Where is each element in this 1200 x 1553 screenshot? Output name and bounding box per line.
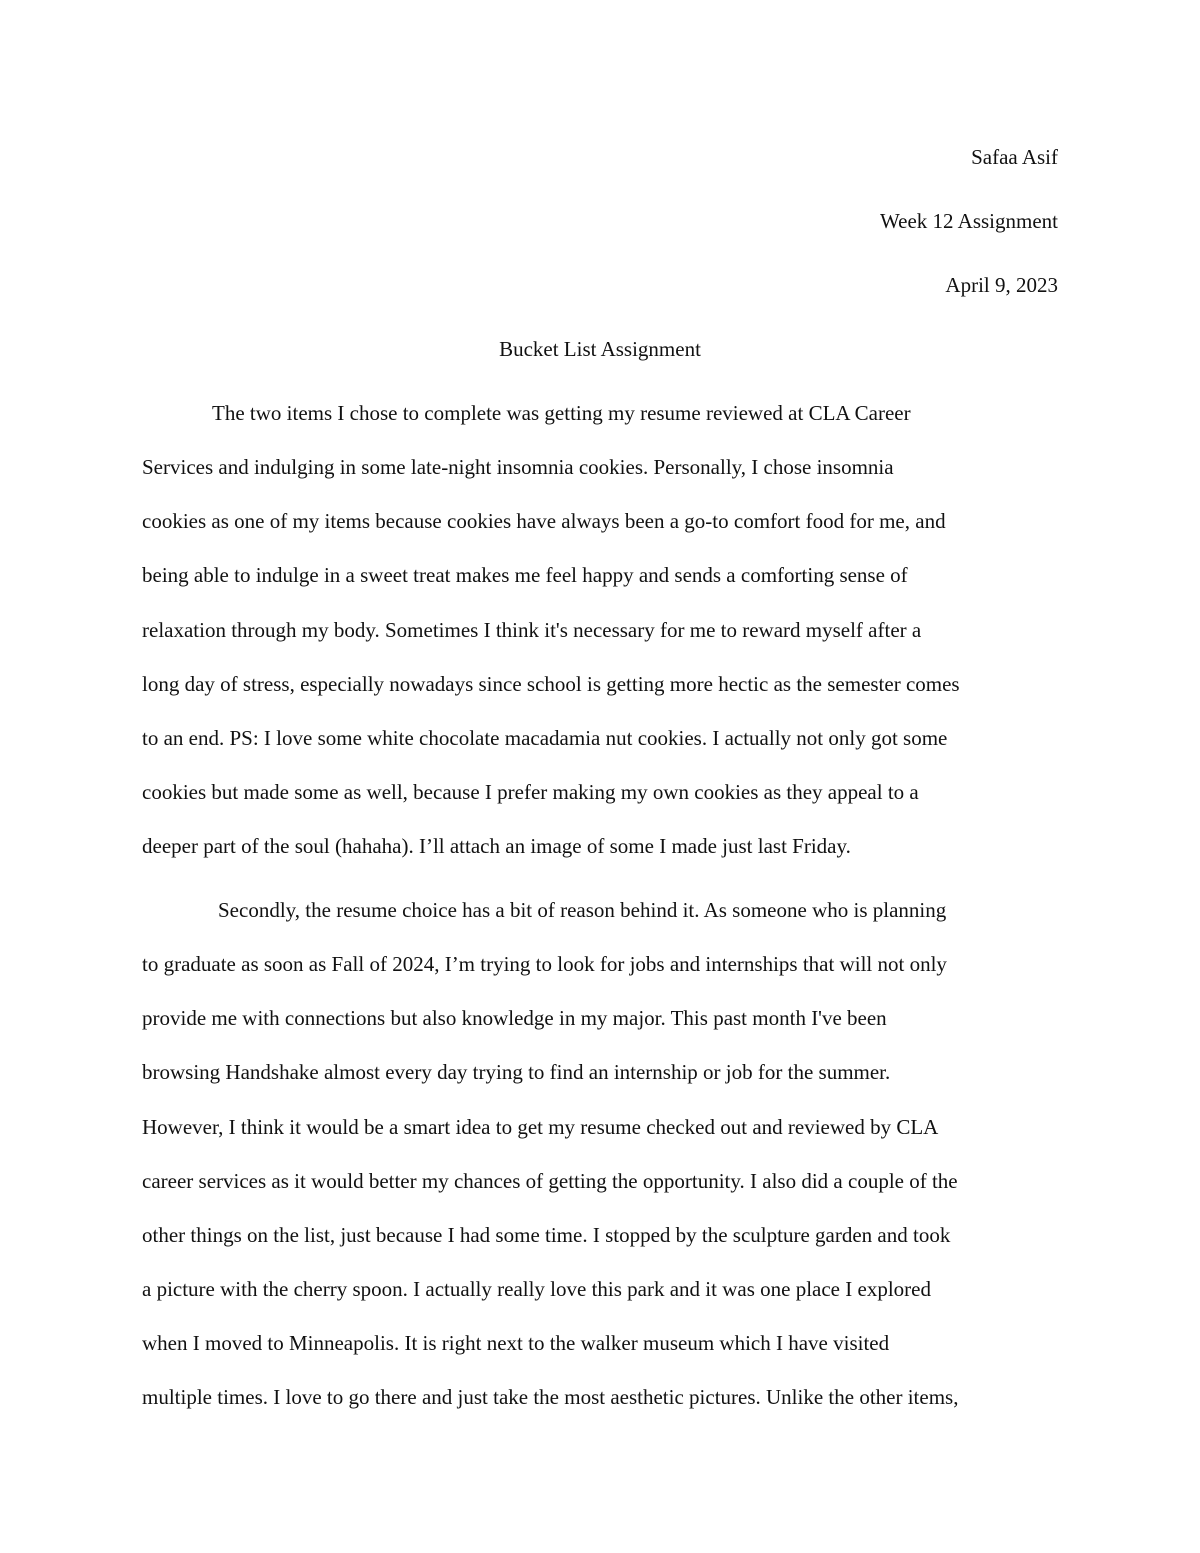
paragraph-line: deeper part of the soul (hahaha). I’ll attach an image of some I made just last Friday. [142,834,851,859]
paragraph-line: relaxation through my body. Sometimes I think it's necessary for me to reward myself after a [142,617,922,642]
paragraph-line: However, I think it would be a smart idea to get my resume checked out and reviewed by CLA [142,1114,939,1139]
paragraph-line: multiple times. I love to go there and just take the most aesthetic pictures. Unlike the other items, [142,1385,959,1410]
author-name: Safaa Asif [971,145,1058,169]
paragraph-line: to an end. PS: I love some white chocolate macadamia nut cookies. I actually not only got some [142,725,948,750]
paragraph-line: a picture with the cherry spoon. I actually really love this park and it was one place I explored [142,1276,931,1301]
paragraph-line: to graduate as soon as Fall of 2024, I’m trying to look for jobs and internships that will not only [142,952,947,977]
paragraph-line: when I moved to Minneapolis. It is right next to the walker museum which I have visited [142,1331,890,1356]
paragraph-line: other things on the list, just because I had some time. I stopped by the sculpture garden and took [142,1222,951,1247]
paragraph-line: The two items I chose to complete was getting my resume reviewed at CLA Career [212,401,911,425]
document-title: Bucket List Assignment [499,337,701,361]
paragraph-line: being able to indulge in a sweet treat makes me feel happy and sends a comforting sense of [142,563,908,588]
paragraph-line: career services as it would better my chances of getting the opportunity. I also did a couple of the [142,1168,958,1193]
assignment-date: April 9, 2023 [945,273,1058,297]
paragraph-line: provide me with connections but also knowledge in my major. This past month I've been [142,1006,887,1031]
assignment-label: Week 12 Assignment [880,209,1058,233]
paragraph-line: long day of stress, especially nowadays since school is getting more hectic as the semester comes [142,671,960,696]
paragraph-line: cookies as one of my items because cookies have always been a go-to comfort food for me, and [142,509,946,534]
paragraph-1 [142,386,1058,873]
paragraph-line: Secondly, the resume choice has a bit of reason behind it. As someone who is planning [218,898,947,922]
paragraph-2 [142,883,1058,1424]
paragraph-line: browsing Handshake almost every day trying to find an internship or job for the summer. [142,1060,891,1085]
paragraph-line: cookies but made some as well, because I prefer making my own cookies as they appeal to a [142,779,919,804]
paragraph-line: Services and indulging in some late-night insomnia cookies. Personally, I chose insomnia [142,455,894,480]
